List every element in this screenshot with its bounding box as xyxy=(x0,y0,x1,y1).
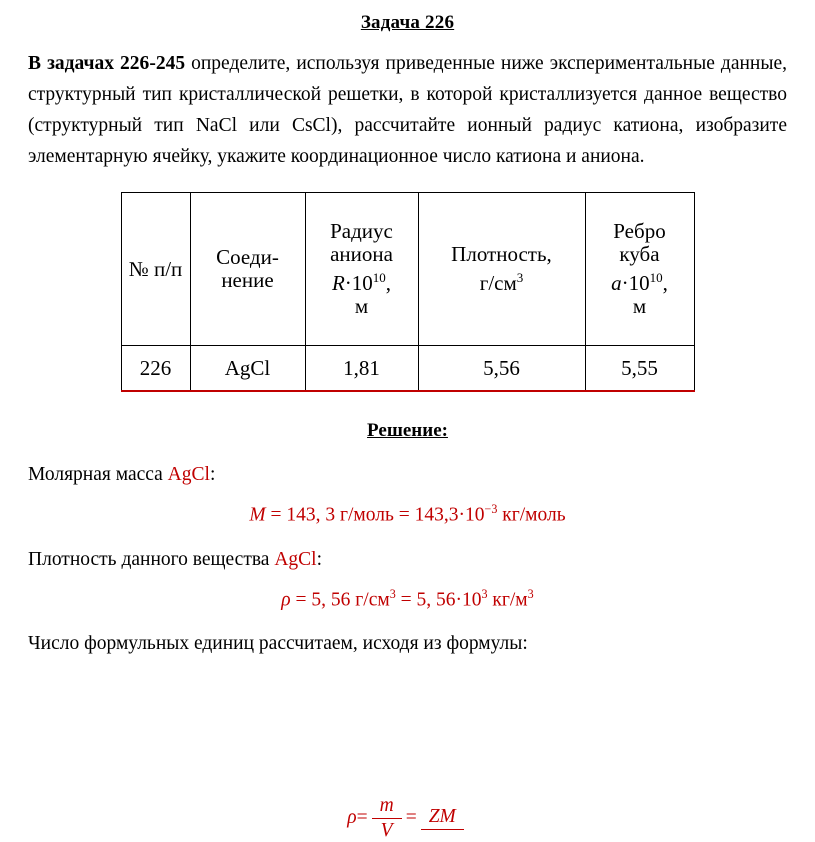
formula-molar-mass xyxy=(28,502,787,527)
problem-lead-end: 245 xyxy=(155,53,186,74)
formula-z-den1: V xyxy=(380,820,393,841)
header-radius-mult: ·10 xyxy=(344,271,373,295)
formula-density-exp1: 3 xyxy=(389,586,396,601)
problem-lead-dash: - xyxy=(149,53,156,74)
problem-body: определите, используя приведенные ниже экспериментальные данные, структурный тип кристаллической решетки, в которой кристаллизуется данное вещество (структурный тип NaCl или CsCl), рассчитайте ионный радиус катиона, изобразите элементарную ячейку, укажите координационное число катиона и аниона. xyxy=(28,53,787,167)
header-radius-line2: аниона xyxy=(330,242,393,266)
formula-density-mult: ·10 xyxy=(455,589,482,610)
formula-z-num1: m xyxy=(372,795,402,819)
solution-heading: Решение: xyxy=(367,420,448,441)
header-edge xyxy=(585,193,694,346)
header-edge-comma: , xyxy=(662,271,668,295)
problem-statement xyxy=(28,48,787,172)
cell-compound: AgCl xyxy=(190,346,305,392)
header-edge-exp: 10 xyxy=(649,270,663,285)
molar-mass-label xyxy=(28,460,787,490)
cell-number: 226 xyxy=(121,346,190,392)
header-density-line2 xyxy=(423,266,581,295)
density-prefix: Плотность данного вещества xyxy=(28,548,275,570)
formula-molar-mult: ·10 xyxy=(458,504,485,526)
cell-density: 5,56 xyxy=(418,346,585,392)
density-label xyxy=(28,545,787,575)
problem-lead: В задачах 226 xyxy=(28,53,150,74)
header-edge-line3 xyxy=(590,266,690,295)
header-edge-mult: ·10 xyxy=(621,271,650,295)
formula-density-value: = 5, 56 г/см xyxy=(290,589,390,610)
header-radius-line4: м xyxy=(354,294,369,318)
header-radius-line3 xyxy=(310,266,414,295)
formula-z-rho: ρ xyxy=(347,806,357,828)
formula-density xyxy=(28,587,787,612)
header-radius xyxy=(305,193,418,346)
header-edge-symbol: a xyxy=(611,271,622,295)
header-compound xyxy=(190,193,305,346)
header-edge-line4: м xyxy=(632,294,647,318)
header-density-units: г/см xyxy=(479,271,517,295)
page-title: Задача 226 xyxy=(360,12,455,33)
formula-density-exp3: 3 xyxy=(527,586,534,601)
formula-density-units: кг/м xyxy=(487,589,528,610)
header-number-line1: № п/п xyxy=(128,256,183,281)
header-density-line1: Плотность, xyxy=(451,242,552,266)
header-edge-line2: куба xyxy=(619,242,660,266)
density-compound: AgCl xyxy=(274,548,317,570)
header-density-exp: 3 xyxy=(516,270,524,285)
header-radius-exp: 10 xyxy=(372,270,386,285)
molar-mass-prefix: Молярная масса xyxy=(28,464,168,485)
formula-units-label: Число формульных единиц рассчитаем, исходя из формулы: xyxy=(28,633,528,654)
header-density xyxy=(418,193,585,346)
formula-z-eq1: = xyxy=(356,806,368,828)
formula-z-calculation xyxy=(0,795,815,842)
formula-z-frac1 xyxy=(372,795,402,842)
data-table xyxy=(121,192,695,392)
header-compound-line1: Соеди-нение xyxy=(216,245,279,292)
formula-z-num2: ZM xyxy=(421,806,464,830)
table-header-row xyxy=(121,193,694,346)
formula-molar-exp: −3 xyxy=(484,502,498,516)
formula-z-den2 xyxy=(421,830,464,831)
formula-density-exp2: 3 xyxy=(481,586,488,601)
formula-z-frac2 xyxy=(421,806,464,831)
header-radius-line1: Радиус xyxy=(330,219,393,243)
table-row xyxy=(121,346,694,392)
header-radius-comma: , xyxy=(385,271,392,295)
cell-edge: 5,55 xyxy=(585,346,694,392)
formula-density-mid: = 5, 56 xyxy=(395,589,456,610)
formula-density-symbol: ρ xyxy=(281,589,291,610)
header-number xyxy=(121,193,190,346)
cell-radius: 1,81 xyxy=(305,346,418,392)
header-radius-symbol: R xyxy=(331,271,345,295)
data-table-wrapper xyxy=(28,192,787,392)
formula-molar-value: = 143, 3 г/моль = 143,3 xyxy=(265,504,459,526)
molar-mass-suffix: : xyxy=(209,464,216,485)
formula-molar-units: кг/моль xyxy=(497,504,566,526)
header-edge-line1: Ребро xyxy=(613,219,666,243)
molar-mass-compound: AgCl xyxy=(167,464,210,485)
formula-z-eq2: = xyxy=(405,806,417,828)
formula-molar-symbol: M xyxy=(249,504,266,526)
density-suffix: : xyxy=(316,548,323,570)
